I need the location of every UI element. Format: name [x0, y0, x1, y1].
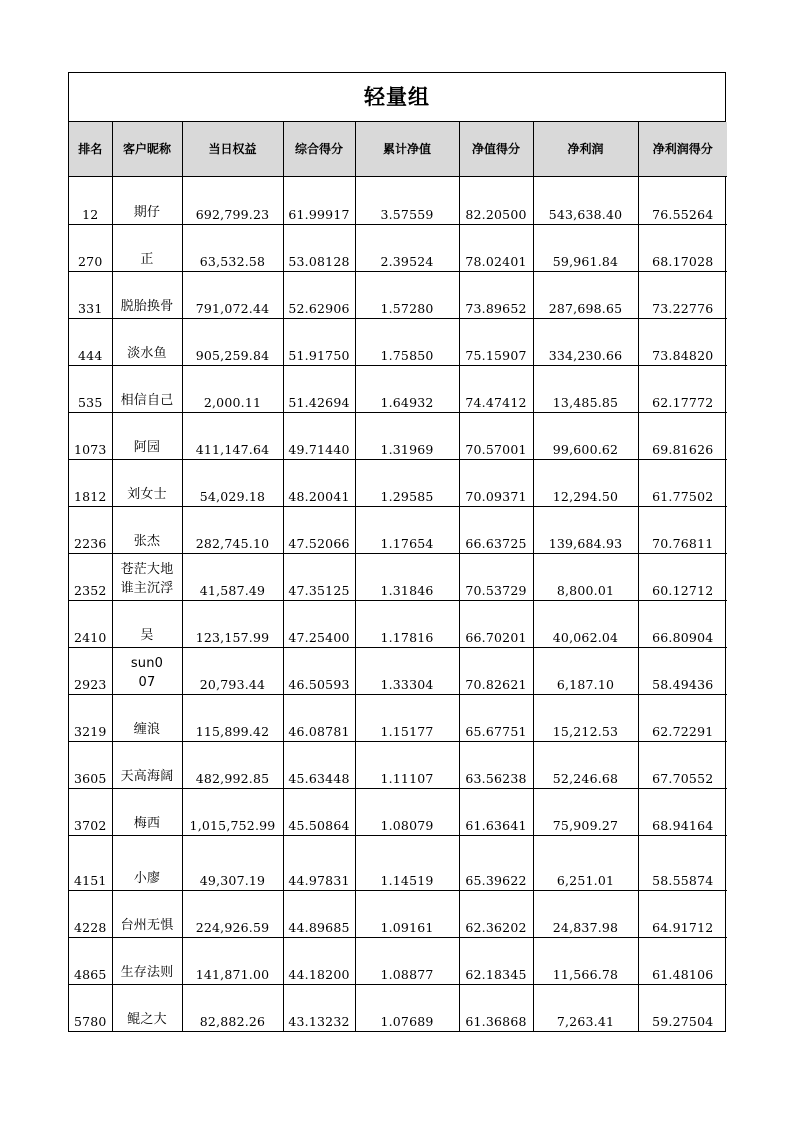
nickname-cell: 鲲之大 — [112, 984, 182, 1031]
net-profit-cell: 543,638.40 — [533, 176, 638, 224]
net-profit-cell: 59,961.84 — [533, 224, 638, 271]
net-profit-score-cell: 73.22776 — [638, 271, 727, 318]
net-profit-score-cell: 68.17028 — [638, 224, 727, 271]
net-value-cell: 1.75850 — [355, 318, 459, 365]
net-profit-cell: 334,230.66 — [533, 318, 638, 365]
net-profit-score-cell: 60.12712 — [638, 553, 727, 600]
table-row — [69, 318, 727, 365]
nickname-cell: 淡水鱼 — [112, 318, 182, 365]
nickname-cell: sun0 07 — [112, 647, 182, 694]
total-score-cell: 53.08128 — [283, 224, 355, 271]
net-profit-score-cell: 70.76811 — [638, 506, 727, 553]
equity-cell: 115,899.42 — [182, 694, 283, 741]
table-row — [69, 365, 727, 412]
total-score-cell: 47.25400 — [283, 600, 355, 647]
table-row — [69, 271, 727, 318]
net-profit-score-cell: 73.84820 — [638, 318, 727, 365]
total-score-cell: 51.42694 — [283, 365, 355, 412]
column-header-net-value-score: 净值得分 — [459, 122, 533, 176]
column-header-total-score: 综合得分 — [283, 122, 355, 176]
table-row — [69, 600, 727, 647]
nickname-cell: 梅西 — [112, 788, 182, 835]
net-value-cell: 1.09161 — [355, 890, 459, 937]
net-value-cell: 1.15177 — [355, 694, 459, 741]
equity-cell: 411,147.64 — [182, 412, 283, 459]
net-value-score-cell: 62.36202 — [459, 890, 533, 937]
equity-cell: 49,307.19 — [182, 835, 283, 890]
table-row — [69, 741, 727, 788]
total-score-cell: 46.08781 — [283, 694, 355, 741]
net-value-score-cell: 61.36868 — [459, 984, 533, 1031]
net-value-score-cell: 70.09371 — [459, 459, 533, 506]
net-value-cell: 1.33304 — [355, 647, 459, 694]
equity-cell: 282,745.10 — [182, 506, 283, 553]
net-profit-cell: 52,246.68 — [533, 741, 638, 788]
net-profit-cell: 99,600.62 — [533, 412, 638, 459]
net-value-cell: 1.08079 — [355, 788, 459, 835]
net-value-score-cell: 78.02401 — [459, 224, 533, 271]
equity-cell: 224,926.59 — [182, 890, 283, 937]
net-profit-cell: 15,212.53 — [533, 694, 638, 741]
total-score-cell: 61.99917 — [283, 176, 355, 224]
net-profit-score-cell: 68.94164 — [638, 788, 727, 835]
table-body — [69, 176, 727, 1031]
net-value-score-cell: 82.20500 — [459, 176, 533, 224]
nickname-cell: 台州无惧 — [112, 890, 182, 937]
net-profit-score-cell: 58.49436 — [638, 647, 727, 694]
net-value-score-cell: 70.57001 — [459, 412, 533, 459]
sheet-title: 轻量组 — [69, 73, 725, 122]
net-profit-cell: 6,187.10 — [533, 647, 638, 694]
net-profit-cell: 75,909.27 — [533, 788, 638, 835]
net-profit-score-cell: 59.27504 — [652, 1014, 714, 1029]
rank-cell: 535 — [69, 365, 112, 412]
net-value-cell: 1.07689 — [355, 984, 459, 1031]
net-value-cell: 1.17654 — [355, 506, 459, 553]
equity-cell: 905,259.84 — [182, 318, 283, 365]
equity-cell: 20,793.44 — [182, 647, 283, 694]
net-profit-score-cell: 58.55874 — [638, 835, 727, 890]
nickname-cell: 脱胎换骨 — [112, 271, 182, 318]
column-header-equity: 当日权益 — [182, 122, 283, 176]
total-score-cell: 48.20041 — [283, 459, 355, 506]
net-profit-cell: 8,800.01 — [533, 553, 638, 600]
rank-cell: 2923 — [69, 647, 112, 694]
net-value-cell: 1.29585 — [355, 459, 459, 506]
nickname-cell: 期仔 — [112, 176, 182, 224]
total-score-cell: 44.18200 — [283, 937, 355, 984]
table-row — [69, 506, 727, 553]
rank-cell: 4228 — [69, 890, 112, 937]
column-header-nickname: 客户昵称 — [112, 122, 182, 176]
net-value-score-cell: 74.47412 — [459, 365, 533, 412]
net-profit-score-cell: 61.77502 — [638, 459, 727, 506]
equity-cell: 1,015,752.99 — [182, 788, 283, 835]
net-value-cell: 1.31846 — [355, 553, 459, 600]
net-profit-score-cell: 62.72291 — [638, 694, 727, 741]
total-score-cell: 45.50864 — [283, 788, 355, 835]
equity-cell: 123,157.99 — [182, 600, 283, 647]
net-profit-cell: 13,485.85 — [533, 365, 638, 412]
net-value-cell: 1.11107 — [355, 741, 459, 788]
nickname-cell: 天高海阔 — [112, 741, 182, 788]
net-value-score-cell: 66.63725 — [459, 506, 533, 553]
net-value-score-cell: 63.56238 — [459, 741, 533, 788]
net-profit-score-cell: 64.91712 — [638, 890, 727, 937]
nickname-cell: 缠浪 — [112, 694, 182, 741]
net-value-cell: 1.17816 — [355, 600, 459, 647]
rank-cell: 1073 — [69, 412, 112, 459]
rank-cell: 444 — [69, 318, 112, 365]
table-row — [69, 459, 727, 506]
rank-cell: 2236 — [69, 506, 112, 553]
net-profit-cell: 139,684.93 — [533, 506, 638, 553]
rank-cell: 3605 — [69, 741, 112, 788]
net-value-score-cell: 66.70201 — [459, 600, 533, 647]
equity-cell: 63,532.58 — [182, 224, 283, 271]
net-value-cell: 3.57559 — [355, 176, 459, 224]
nickname-cell: 张杰 — [112, 506, 182, 553]
net-value-score-cell: 73.89652 — [459, 271, 533, 318]
rank-cell: 2410 — [69, 600, 112, 647]
rank-cell: 270 — [69, 224, 112, 271]
ranking-sheet — [68, 72, 726, 1032]
net-profit-cell: 40,062.04 — [533, 600, 638, 647]
net-value-cell: 1.57280 — [355, 271, 459, 318]
total-score-cell: 49.71440 — [283, 412, 355, 459]
equity-cell: 692,799.23 — [182, 176, 283, 224]
rank-cell: 2352 — [69, 553, 112, 600]
net-profit-score-cell: 61.48106 — [638, 937, 727, 984]
net-profit-cell: 24,837.98 — [533, 890, 638, 937]
net-profit-cell: 287,698.65 — [533, 271, 638, 318]
rank-cell: 12 — [69, 176, 112, 224]
nickname-cell: 相信自己 — [112, 365, 182, 412]
equity-cell: 482,992.85 — [182, 741, 283, 788]
net-value-score-cell: 62.18345 — [459, 937, 533, 984]
table-row — [69, 553, 727, 600]
equity-cell: 54,029.18 — [182, 459, 283, 506]
net-value-cell: 1.14519 — [355, 835, 459, 890]
nickname-cell: 刘女士 — [112, 459, 182, 506]
ranking-table — [69, 122, 727, 1031]
net-value-score-cell: 65.39622 — [459, 835, 533, 890]
net-profit-cell: 12,294.50 — [533, 459, 638, 506]
net-profit-score-cell: 62.17772 — [638, 365, 727, 412]
total-score-cell: 45.63448 — [283, 741, 355, 788]
table-row — [69, 788, 727, 835]
net-profit-score-cell: 69.81626 — [638, 412, 727, 459]
table-row — [69, 176, 727, 224]
table-row — [69, 835, 727, 890]
nickname-cell: 苍茫大地 谁主沉浮 — [112, 553, 182, 600]
rank-cell: 1812 — [69, 459, 112, 506]
total-score-cell: 43.13232 — [283, 984, 355, 1031]
table-header-row — [69, 122, 727, 176]
nickname-cell: 阿园 — [112, 412, 182, 459]
table-row — [69, 412, 727, 459]
table-row — [69, 984, 727, 1031]
rank-cell: 4151 — [69, 835, 112, 890]
table-row — [69, 647, 727, 694]
nickname-cell: 生存法则 — [112, 937, 182, 984]
net-value-cell: 2.39524 — [355, 224, 459, 271]
column-header-net-value: 累计净值 — [355, 122, 459, 176]
net-value-score-cell: 70.53729 — [459, 553, 533, 600]
net-value-cell: 1.08877 — [355, 937, 459, 984]
total-score-cell: 51.91750 — [283, 318, 355, 365]
equity-cell: 82,882.26 — [182, 984, 283, 1031]
equity-cell: 41,587.49 — [182, 553, 283, 600]
total-score-cell: 44.97831 — [283, 835, 355, 890]
table-row — [69, 937, 727, 984]
nickname-cell: 吴 — [112, 600, 182, 647]
equity-cell: 141,871.00 — [182, 937, 283, 984]
net-value-score-cell: 75.15907 — [459, 318, 533, 365]
column-header-net-profit-score: 净利润得分 — [638, 122, 727, 176]
net-profit-cell: 6,251.01 — [533, 835, 638, 890]
net-profit-cell: 7,263.41 — [533, 984, 638, 1031]
equity-cell: 2,000.11 — [182, 365, 283, 412]
table-row — [69, 890, 727, 937]
column-header-net-profit: 净利润 — [533, 122, 638, 176]
rank-cell: 3702 — [69, 788, 112, 835]
nickname-cell: 小廖 — [112, 835, 182, 890]
table-row — [69, 694, 727, 741]
total-score-cell: 47.35125 — [283, 553, 355, 600]
rank-cell: 3219 — [69, 694, 112, 741]
total-score-cell: 44.89685 — [283, 890, 355, 937]
column-header-rank: 排名 — [69, 122, 112, 176]
net-value-score-cell: 61.63641 — [459, 788, 533, 835]
nickname-cell: 正 — [112, 224, 182, 271]
equity-cell: 791,072.44 — [182, 271, 283, 318]
rank-cell: 331 — [69, 271, 112, 318]
net-profit-score-cell: 76.55264 — [638, 176, 727, 224]
total-score-cell: 47.52066 — [283, 506, 355, 553]
net-profit-score-cell: 67.70552 — [638, 741, 727, 788]
net-profit-cell: 11,566.78 — [533, 937, 638, 984]
net-profit-score-cell: 66.80904 — [638, 600, 727, 647]
net-value-cell: 1.31969 — [355, 412, 459, 459]
total-score-cell: 46.50593 — [283, 647, 355, 694]
table-row — [69, 224, 727, 271]
rank-cell: 4865 — [69, 937, 112, 984]
net-value-cell: 1.64932 — [355, 365, 459, 412]
net-value-score-cell: 70.82621 — [459, 647, 533, 694]
total-score-cell: 52.62906 — [283, 271, 355, 318]
rank-cell: 5780 — [69, 984, 112, 1031]
net-value-score-cell: 65.67751 — [459, 694, 533, 741]
